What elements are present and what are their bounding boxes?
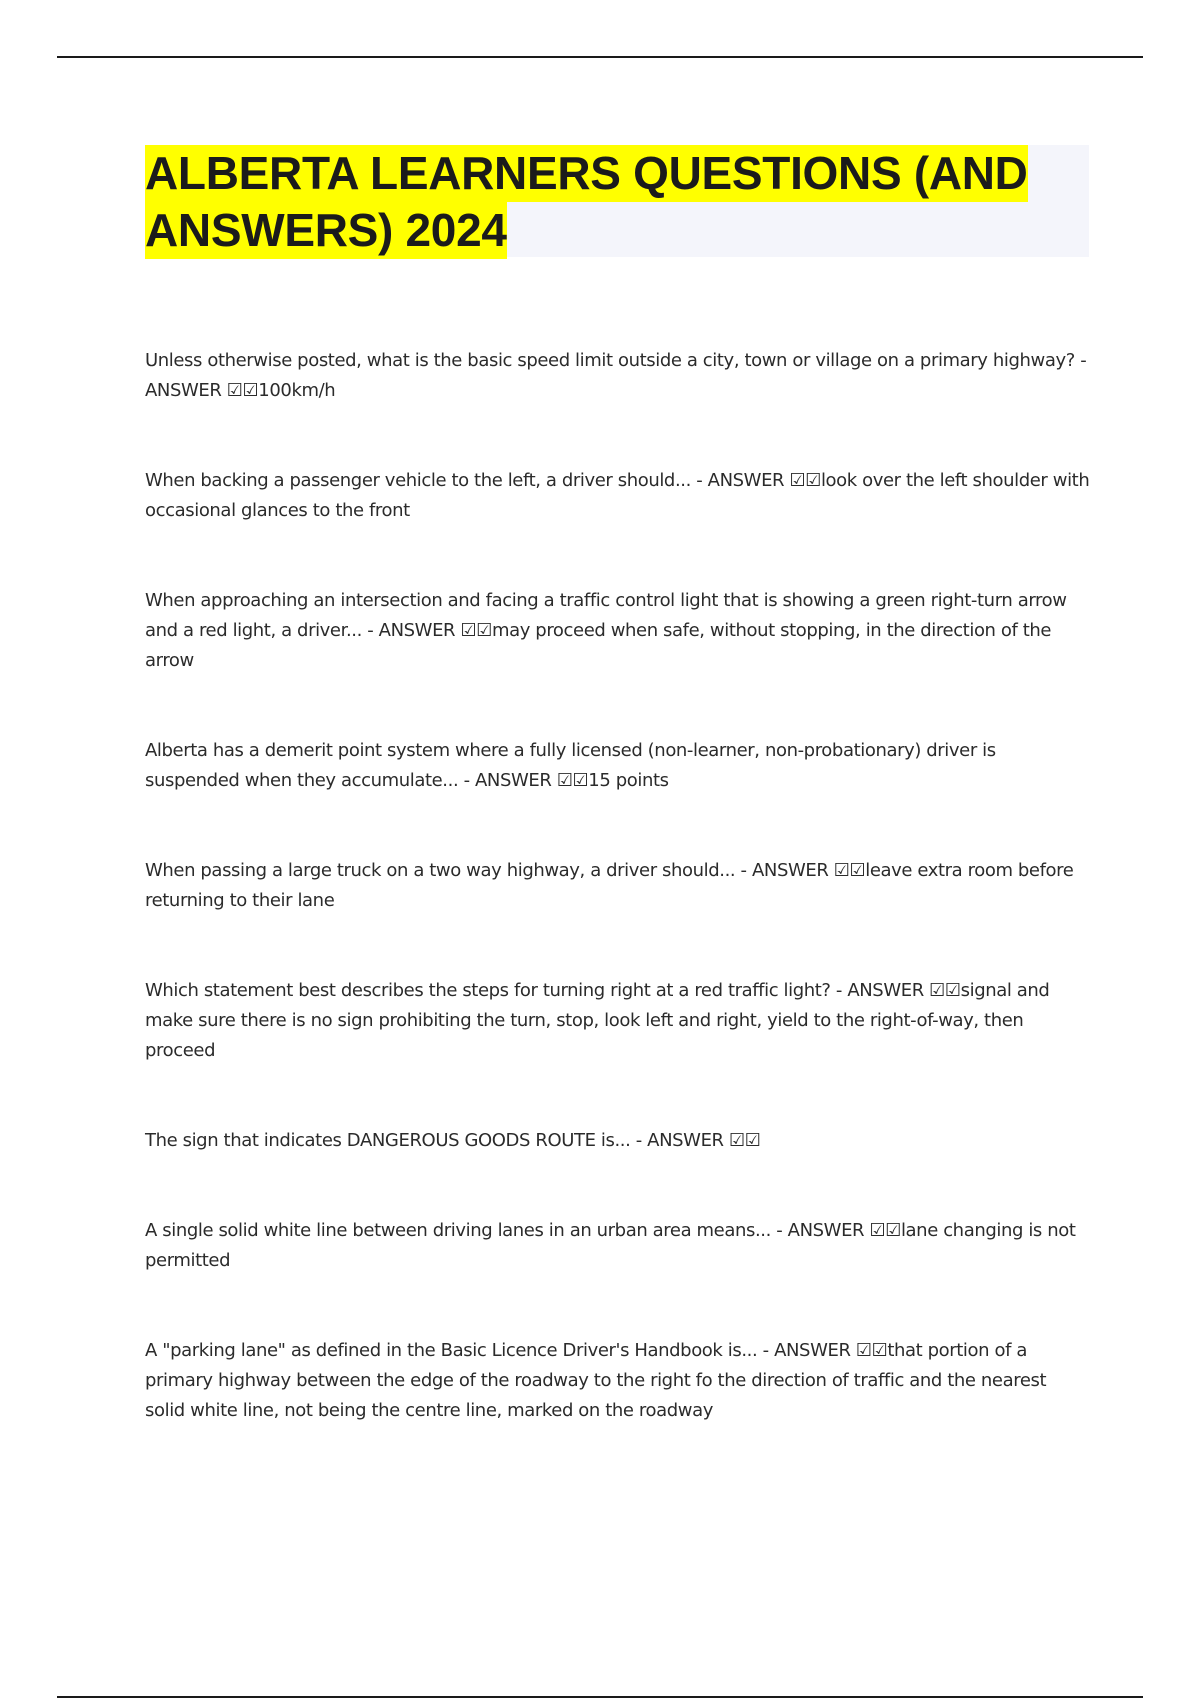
answer-label: ANSWER ☑☑ <box>475 770 589 791</box>
qa-item <box>145 1216 1090 1276</box>
question-list <box>145 346 1090 1426</box>
question-text: When passing a large truck on a two way highway, a driver should... - <box>145 860 752 881</box>
answer-label: ANSWER ☑☑ <box>774 1340 888 1361</box>
answer-text: leave extra room before returning to their lane <box>145 860 1074 911</box>
question-text: The sign that indicates DANGEROUS GOODS ROUTE is... - <box>145 1130 648 1151</box>
question-text: Alberta has a demerit point system where a fully licensed (non-learner, non-probationary) driver is suspended when they accumulate... - <box>145 740 996 791</box>
question-text: Which statement best describes the steps for turning right at a red traffic light? - <box>145 980 848 1001</box>
title-block <box>145 145 1089 257</box>
qa-item <box>145 1336 1090 1426</box>
qa-item <box>145 736 1090 796</box>
answer-label: ANSWER ☑☑ <box>751 860 866 881</box>
qa-item <box>145 1126 1090 1156</box>
answer-text: that portion of a primary highway between the edge of the roadway to the right fo the direction of traffic and the nearest solid white line, not being the centre line, marked on the roadway <box>145 1340 1047 1421</box>
question-text: Unless otherwise posted, what is the basic speed limit outside a city, town or village on a primary highway? - <box>145 350 1087 371</box>
title-highlight: ALBERTA LEARNERS QUESTIONS (AND ANSWERS) 2024 <box>145 145 1028 259</box>
answer-label: ANSWER ☑☑ <box>145 380 259 401</box>
answer-label: ANSWER ☑☑ <box>707 470 821 491</box>
document-title <box>145 145 1089 259</box>
question-text: When approaching an intersection and facing a traffic control light that is showing a green right-turn arrow and a red light, a driver... - <box>145 590 1067 641</box>
answer-text: 100km/h <box>258 380 336 401</box>
answer-text: may proceed when safe, without stopping, in the direction of the arrow <box>145 620 1052 671</box>
qa-item <box>145 466 1090 526</box>
answer-text: signal and make sure there is no sign prohibiting the turn, stop, look left and right, yield to the right-of-way, then proceed <box>145 980 1050 1061</box>
top-rule <box>57 56 1143 58</box>
answer-label: ANSWER ☑☑ <box>378 620 492 641</box>
answer-text: look over the left shoulder with occasional glances to the front <box>145 470 1090 521</box>
answer-text: lane changing is not permitted <box>145 1220 1076 1271</box>
answer-label: ANSWER ☑☑ <box>787 1220 901 1241</box>
qa-item <box>145 586 1090 676</box>
qa-item <box>145 976 1090 1066</box>
bottom-rule <box>57 1696 1143 1698</box>
answer-label: ANSWER ☑☑ <box>847 980 961 1001</box>
answer-label: ANSWER ☑☑ <box>647 1130 761 1151</box>
question-text: A "parking lane" as defined in the Basic Licence Driver's Handbook is... - <box>145 1340 775 1361</box>
question-text: When backing a passenger vehicle to the left, a driver should... - <box>145 470 708 491</box>
qa-item <box>145 856 1090 916</box>
question-text: A single solid white line between driving lanes in an urban area means... - <box>145 1220 788 1241</box>
answer-text: 15 points <box>588 770 669 791</box>
qa-item <box>145 346 1090 406</box>
